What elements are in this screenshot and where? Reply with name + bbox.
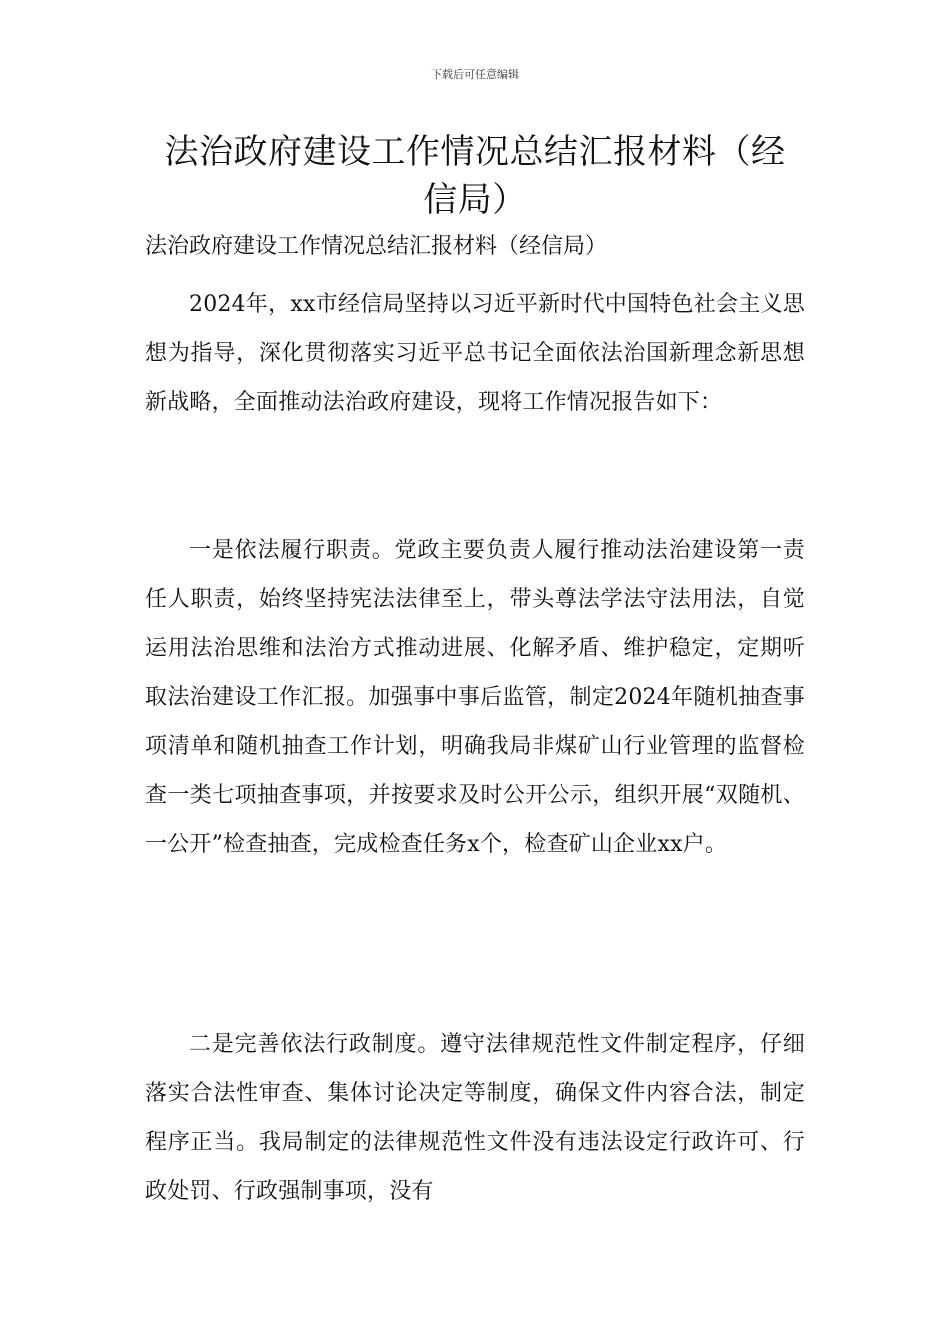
document-title: 法治政府建设工作情况总结汇报材料（经信局） — [164, 132, 786, 220]
header-note: 下载后可任意编辑 — [431, 68, 519, 81]
document-subtitle: 法治政府建设工作情况总结汇报材料（经信局） — [145, 234, 608, 259]
paragraph-duties: 一是依法履行职责。党政主要负责人履行推动法治建设第一责任人职责，始终坚持宪法法律至上，带头尊法学法守法用法，自觉运用法治思维和法治方式推动进展、化解矛盾、维护稳定，定期听取法治建设工作汇报。加强事中事后监管，制定2024年随机抽查事项清单和随机抽查工作计划，明确我局非煤矿山行业管理的监督检查一类七项抽查事项，并按要求及时公开公示，组织开展“双随机、一公开”检查抽查，完成检查任务x个，检查矿山企业xx户。 — [145, 538, 805, 857]
paragraph-system: 二是完善依法行政制度。遵守法律规范性文件制定程序，仔细落实合法性审查、集体讨论决定等制度，确保文件内容合法，制定程序正当。我局制定的法律规范性文件没有违法设定行政许可、行政处罚、行政强制事项，没有 — [145, 1032, 805, 1204]
paragraph-intro: 2024年，xx市经信局坚持以习近平新时代中国特色社会主义思想为指导，深化贯彻落实习近平总书记全面依法治国新理念新思想新战略，全面推动法治政府建设，现将工作情况报告如下： — [145, 292, 805, 415]
